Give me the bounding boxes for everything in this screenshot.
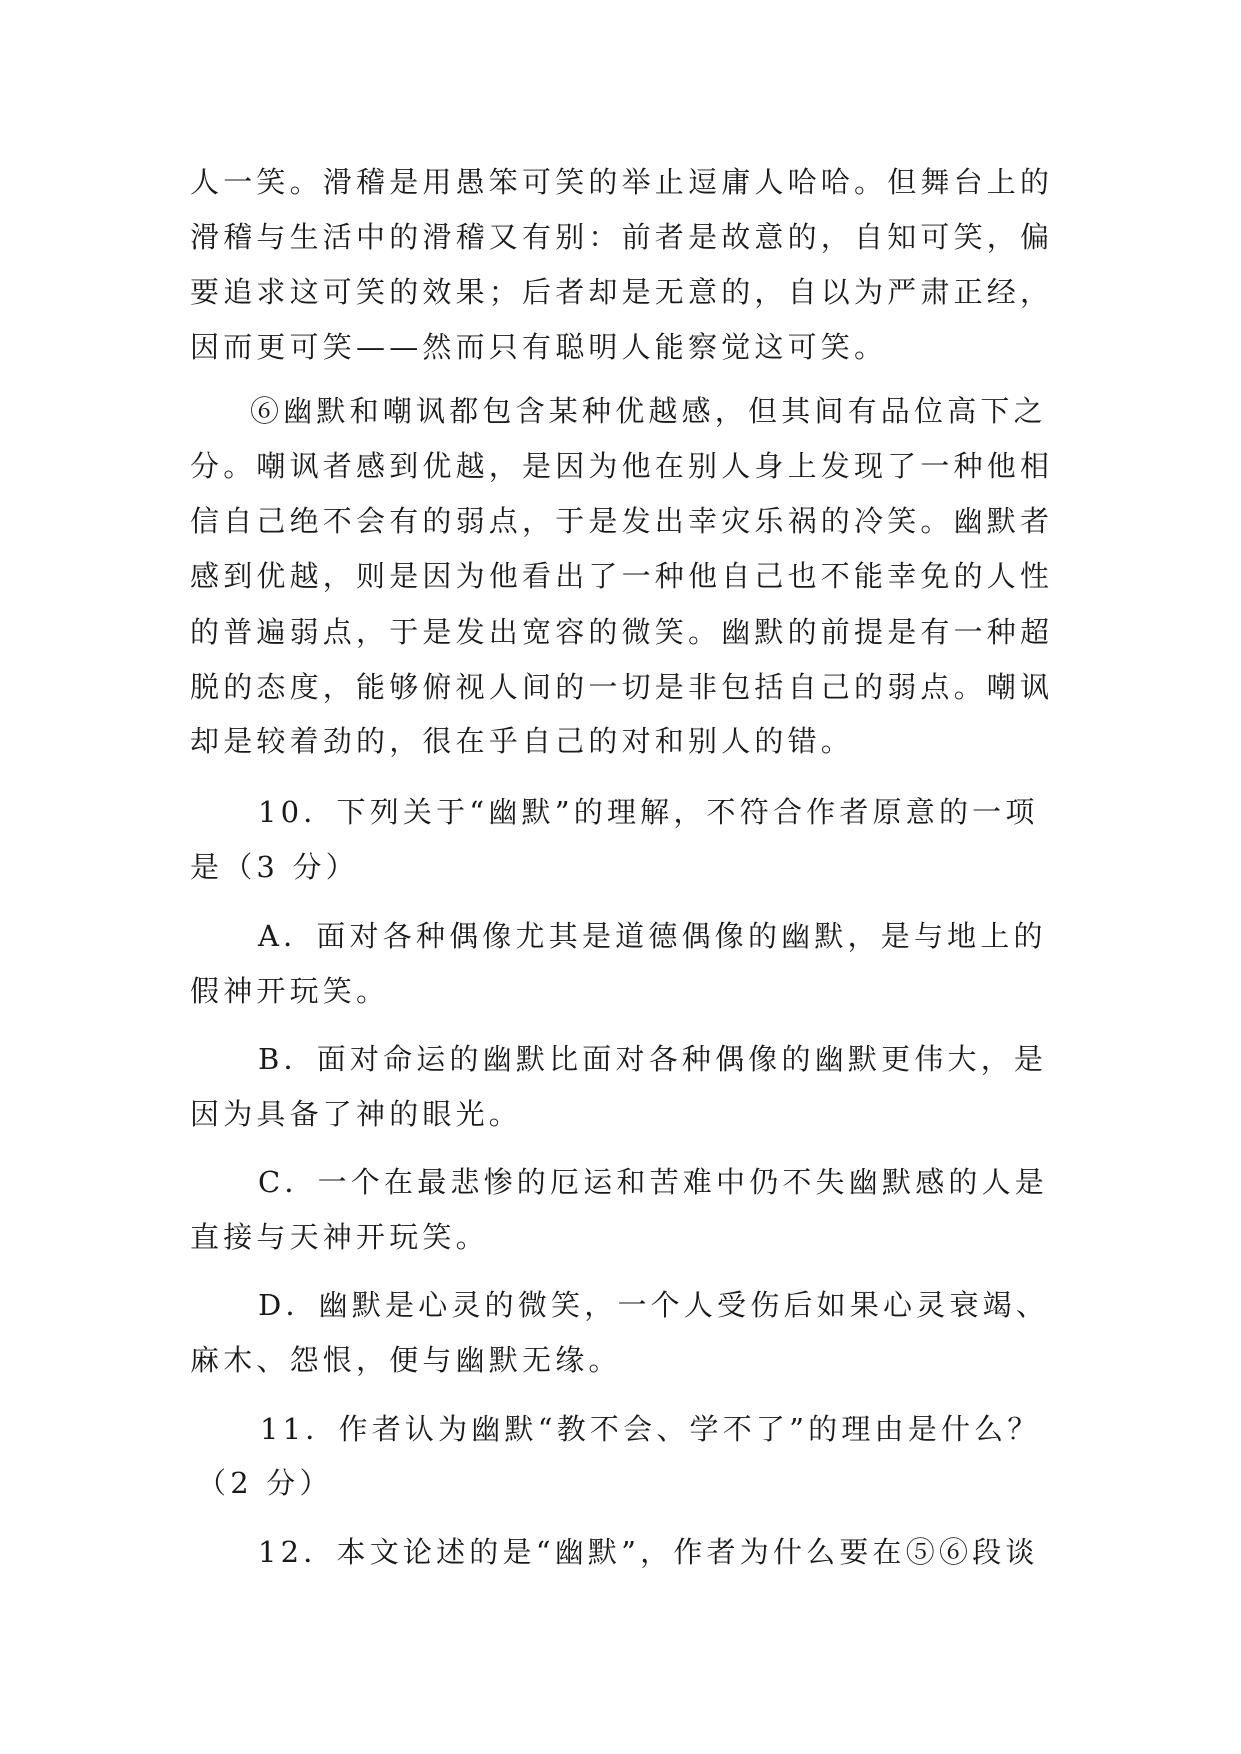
question-10-option-c-line-1: C．一个在最悲惨的厄运和苦难中仍不失幽默感的人是 [258,1165,1048,1199]
question-11-line-1: 11．作者认为幽默“教不会、学不了”的理由是什么？ [260,1412,1041,1446]
paragraph-6-line-4: 感到优越，则是因为他看出了一种他自己也不能幸免的人性 [190,559,1054,593]
question-10-option-d-line-1: D．幽默是心灵的微笑，一个人受伤后如果心灵衰竭、 [258,1288,1050,1322]
paragraph-6-line-1: ⑥幽默和嘲讽都包含某种优越感，但其间有品位高下之 [250,394,1047,428]
paragraph-6-line-3: 信自己绝不会有的弱点，于是发出幸灾乐祸的冷笑。幽默者 [190,504,1054,538]
question-10-option-a-line-2: 假神开玩笑。 [190,974,390,1008]
question-10-option-a-line-1: A．面对各种偶像尤其是道德偶像的幽默，是与地上的 [258,919,1047,953]
paragraph-6-line-2: 分。嘲讽者感到优越，是因为他在别人身上发现了一种他相 [190,449,1054,483]
question-10-stem-line-1: 10．下列关于“幽默”的理解，不符合作者原意的一项 [258,795,1039,829]
paragraph-5-line-1: 人一笑。滑稽是用愚笨可笑的举止逗庸人哈哈。但舞台上的 [190,165,1054,199]
paragraph-5-line-4: 因而更可笑——然而只有聪明人能察觉这可笑。 [190,330,888,364]
paragraph-6-line-7: 却是较着劲的，很在乎自己的对和别人的错。 [190,724,855,758]
question-10-stem-line-2: 是（3 分） [190,850,359,884]
question-10-option-d-line-2: 麻木、怨恨，便与幽默无缘。 [190,1343,622,1377]
question-12-line-1: 12．本文论述的是“幽默”，作者为什么要在⑤⑥段谈 [258,1535,1039,1569]
paragraph-6-line-6: 脱的态度，能够俯视人间的一切是非包括自己的弱点。嘲讽 [190,670,1054,704]
question-10-option-c-line-2: 直接与天神开玩笑。 [190,1220,489,1254]
question-10-option-b-line-1: B．面对命运的幽默比面对各种偶像的幽默更伟大，是 [258,1042,1048,1076]
paragraph-5-line-3: 要追求这可笑的效果；后者却是无意的，自以为严肃正经， [190,275,1054,309]
question-10-option-b-line-2: 因为具备了神的眼光。 [190,1097,523,1131]
question-11-line-2: （2 分） [197,1466,333,1500]
paragraph-6-line-5: 的普遍弱点，于是发出宽容的微笑。幽默的前提是有一种超 [190,615,1054,649]
paragraph-5-line-2: 滑稽与生活中的滑稽又有别：前者是故意的，自知可笑，偏 [190,220,1054,254]
